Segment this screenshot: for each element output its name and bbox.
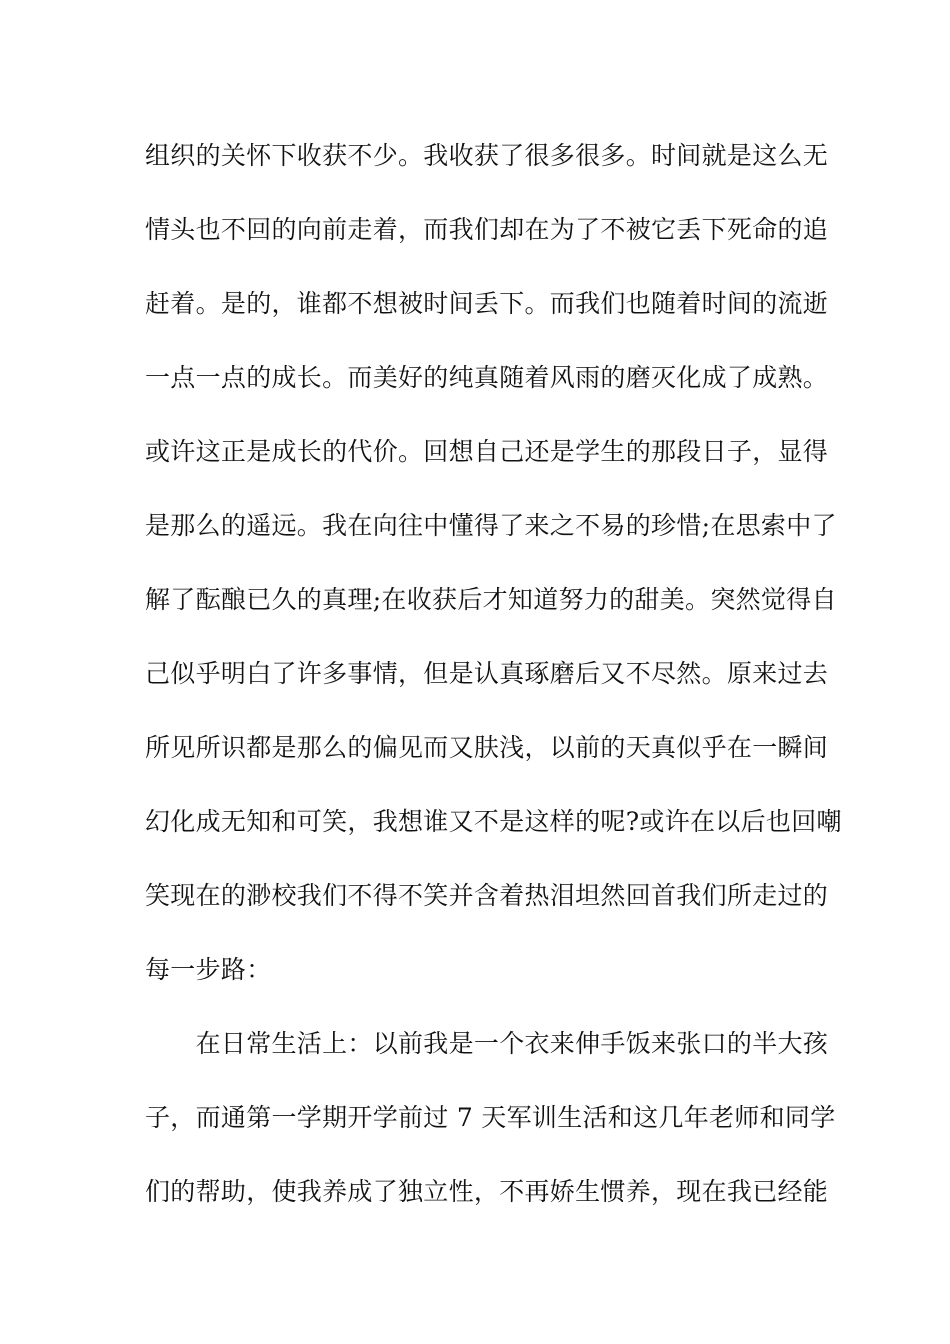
text-line: 每一步路： [145, 955, 272, 984]
text-line: 赶着。是的，谁都不想被时间丢下。而我们也随着时间的流逝 [145, 289, 829, 318]
text-line: 一点一点的成长。而美好的纯真随着风雨的磨灭化成了成熟。 [145, 363, 829, 392]
text-line: 情头也不回的向前走着，而我们却在为了不被它丢下死命的追 [145, 215, 829, 244]
text-line: 幻化成无知和可笑，我想谁又不是这样的呢?或许在以后也回嘲 [145, 807, 842, 836]
text-line: 是那么的遥远。我在向往中懂得了来之不易的珍惜;在思索中了 [145, 511, 837, 540]
text-line: 在日常生活上：以前我是一个衣来伸手饭来张口的半大孩 [145, 1029, 829, 1058]
text-line: 组织的关怀下收获不少。我收获了很多很多。时间就是这么无 [145, 141, 829, 170]
text-line: 所见所识都是那么的偏见而又肤浅，以前的天真似乎在一瞬间 [145, 733, 829, 762]
text-line: 笑现在的渺校我们不得不笑并含着热泪坦然回首我们所走过的 [145, 881, 829, 910]
document-body [145, 130, 845, 1240]
text-line: 子，而通第一学期开学前过 7 天军训生活和这几年老师和同学 [145, 1103, 836, 1132]
text-line: 己似乎明白了许多事情，但是认真琢磨后又不尽然。原来过去 [145, 659, 829, 688]
text-line: 解了酝酿已久的真理;在收获后才知道努力的甜美。突然觉得自 [145, 585, 837, 614]
text-line: 们的帮助，使我养成了独立性，不再娇生惯养，现在我已经能 [145, 1177, 829, 1206]
text-line: 或许这正是成长的代价。回想自己还是学生的那段日子，显得 [145, 437, 829, 466]
